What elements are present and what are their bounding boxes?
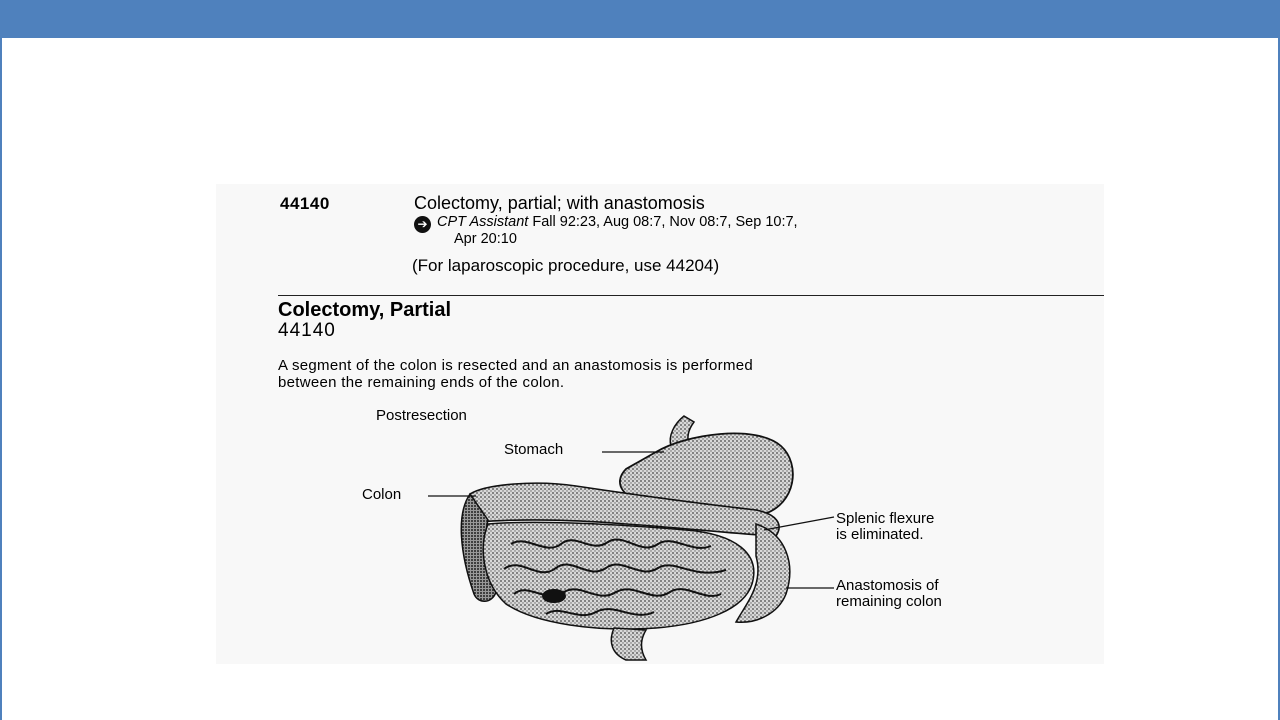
splenic-flexure-line-1: Splenic flexure <box>836 510 935 527</box>
procedure-title: Colectomy, partial; with anastomosis <box>414 193 705 213</box>
splenic-flexure-line-2: is eliminated. <box>836 526 924 543</box>
section-code: 44140 <box>278 320 336 341</box>
colon-illustration <box>216 184 1104 664</box>
appendix-shape <box>542 589 566 603</box>
stomach-label: Stomach <box>504 441 564 458</box>
small-intestine-shape <box>483 522 753 629</box>
figure-caption: Postresection <box>376 407 467 424</box>
description-line-2: between the remaining ends of the colon. <box>278 374 565 391</box>
section-title: Colectomy, Partial <box>278 299 452 321</box>
splenic-flexure-label <box>836 511 934 543</box>
laparoscopic-note: (For laparoscopic procedure, use 44204) <box>412 256 720 275</box>
reference-details-cont: Apr 20:10 <box>454 231 517 247</box>
colon-label: Colon <box>362 486 402 503</box>
rectum-shape <box>611 628 646 660</box>
description-line-1: A segment of the colon is resected and an anastomosis is performed <box>278 357 754 374</box>
procedure-code: 44140 <box>280 194 330 213</box>
anastomosis-line-2: remaining colon <box>836 593 942 610</box>
anastomosis-line-1: Anastomosis of <box>836 577 939 594</box>
slide-header-bar <box>0 0 1280 38</box>
document-scan <box>216 184 1104 664</box>
reference-details: Fall 92:23, Aug 08:7, Nov 08:7, Sep 10:7, <box>532 214 798 230</box>
slide-frame-left <box>0 38 2 720</box>
reference-source: CPT Assistant <box>437 214 529 230</box>
arrow-right-icon: ➔ <box>414 216 431 233</box>
anastomosis-label <box>836 578 942 610</box>
